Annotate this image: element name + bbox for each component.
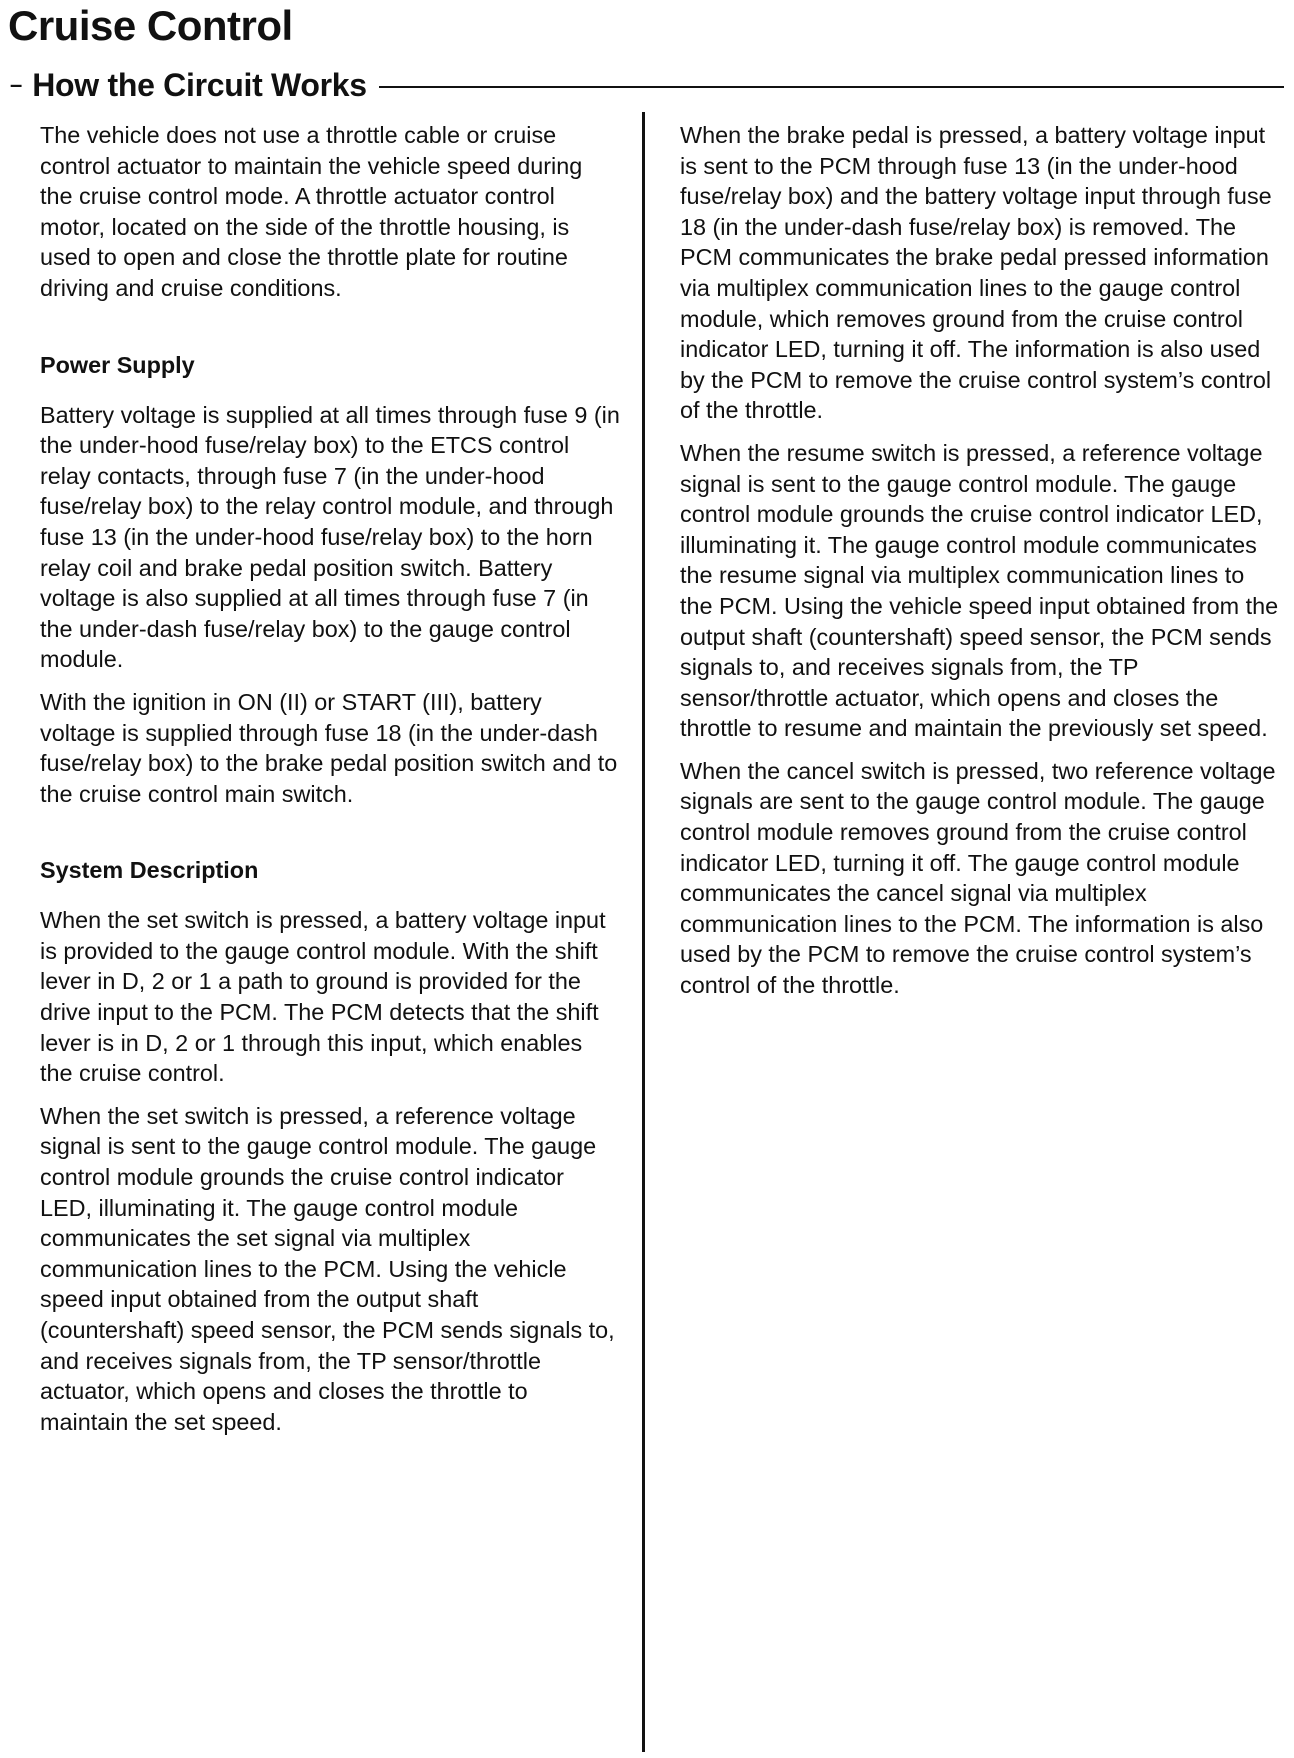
right-column bbox=[680, 120, 1280, 1013]
resume-switch-paragraph: When the resume switch is pressed, a reference voltage signal is sent to the gauge control module. The gauge control module grounds the cruise control indicator LED, illuminating it. The gauge control module communicates the resume signal via multiplex communication lines to the PCM. Using the vehicle speed input obtained from the output shaft (countershaft) speed sensor, the PCM sends signals to, and receives signals from, the TP sensor/throttle actuator, which opens and closes the throttle to resume and maintain the previously set speed. bbox=[680, 439, 1279, 742]
system-description-paragraph: When the set switch is pressed, a battery voltage input is provided to the gauge control module. With the shift lever in D, 2 or 1 a path to ground is provided for the drive input to the PCM. The PCM detects that the shift lever is in D, 2 or 1 through this input, which enables the cruise control. bbox=[40, 907, 606, 1087]
cancel-switch-paragraph: When the cancel switch is pressed, two reference voltage signals are sent to the gauge control module. The gauge control module removes ground from the cruise control indicator LED, turning it off. The gauge control module communicates the cancel signal via multiplex communication lines to the PCM. The information is also used by the PCM to remove the cruise control system’s control of the throttle. bbox=[680, 757, 1276, 999]
horizontal-rule bbox=[379, 86, 1284, 88]
power-supply-heading: Power Supply bbox=[40, 351, 195, 378]
power-supply-paragraph: With the ignition in ON (II) or START (III), battery voltage is supplied through fuse 18 (in the under-dash fuse/relay box) to the brake pedal position switch and to the cruise control main switch. bbox=[40, 688, 618, 807]
brake-pedal-paragraph: When the brake pedal is pressed, a battery voltage input is sent to the PCM through fuse 13 (in the under-hood fuse/relay box) and the battery voltage input through fuse 18 (in the under-dash fuse/relay box) is removed. The PCM communicates the brake pedal pressed information via multiplex communication lines to the gauge control module, which removes ground from the cruise control indicator LED, turning it off. The information is also used by the PCM to remove the cruise control system’s control of the throttle. bbox=[680, 122, 1272, 424]
system-description-heading: System Description bbox=[40, 857, 259, 884]
section-header bbox=[10, 64, 1284, 106]
column-divider bbox=[642, 112, 645, 1752]
subtitle-dash: – bbox=[10, 72, 23, 97]
power-supply-paragraph: Battery voltage is supplied at all times through fuse 9 (in the under-hood fuse/relay box) to the ETCS control relay contacts, through fuse 7 (in the under-hood fuse/relay box) to the relay control module, and through fuse 13 (in the under-hood fuse/relay box) to the horn relay coil and brake pedal position switch. Battery voltage is also supplied at all times through fuse 7 (in the under-dash fuse/relay box) to the gauge control module. bbox=[40, 401, 620, 673]
left-column bbox=[40, 120, 620, 1449]
system-description-paragraph: When the set switch is pressed, a reference voltage signal is sent to the gauge control module. The gauge control module grounds the cruise control indicator LED, illuminating it. The gauge control module communicates the set signal via multiplex communication lines to the PCM. Using the vehicle speed input obtained from the output shaft (countershaft) speed sensor, the PCM sends signals to, and receives signals from, the TP sensor/throttle actuator, which opens and closes the throttle to maintain the set speed. bbox=[40, 1102, 615, 1435]
page-title: Cruise Control bbox=[8, 2, 293, 49]
section-title: How the Circuit Works bbox=[32, 66, 367, 103]
intro-paragraph: The vehicle does not use a throttle cable or cruise control actuator to maintain the vehicle speed during the cruise control mode. A throttle actuator control motor, located on the side of the throttle housing, is used to open and close the throttle plate for routine driving and cruise conditions. bbox=[40, 122, 583, 301]
